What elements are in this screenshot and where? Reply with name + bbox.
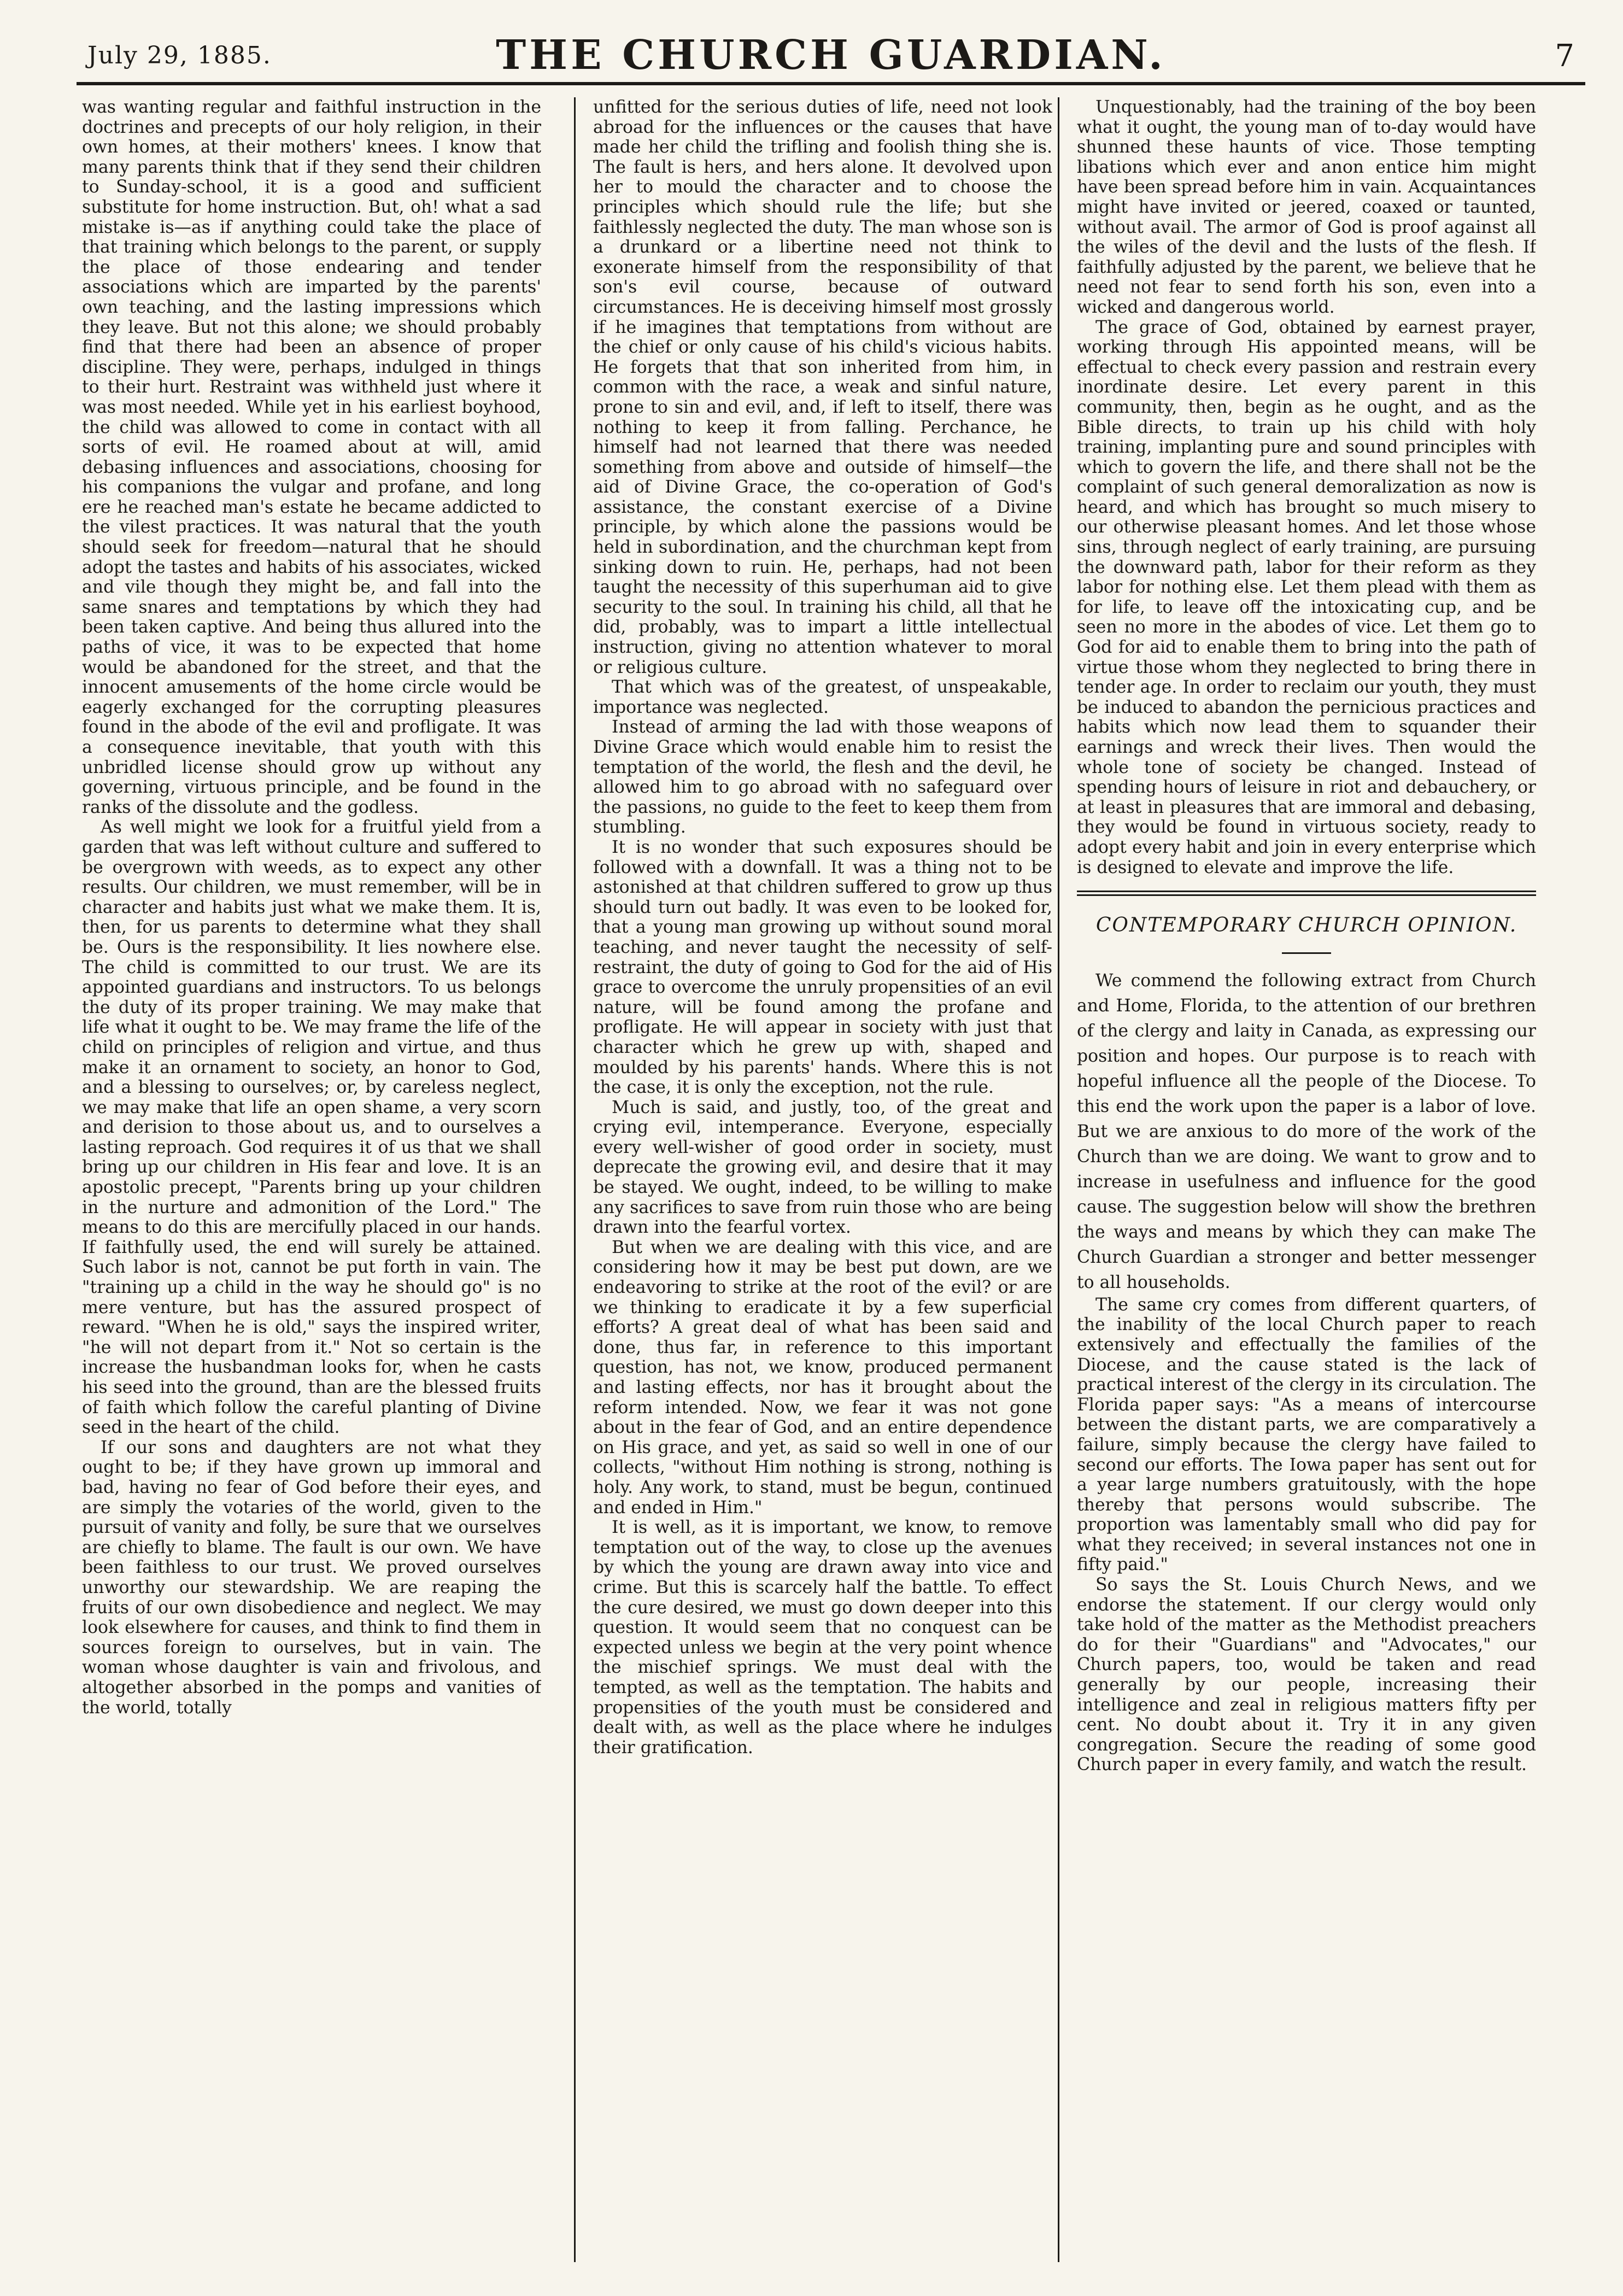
paragraph: It is well, as it is important, we know, to remove temptation out of the way, to close up the avenues by which the young are drawn away into vice and crime. But this is scarcely half the battle. To effect the cure desired, we must go down deeper into this question. It would seem that no conquest can be expected unless we begin at the very point whence the mischief springs. We must deal with the tempted, as well as the temptation. The habits and propensities of the youth must be considered and dealt with, as well as the place where he indulges their gratification.	[593, 1518, 1052, 1758]
column-2	[593, 97, 1052, 2262]
column-3	[1077, 97, 1536, 2262]
paragraph: That which was of the greatest, of unspeakable, importance was neglected.	[593, 677, 1052, 717]
heading-rule	[1282, 952, 1331, 954]
paragraph: The grace of God, obtained by earnest prayer, working through His appointed means, will be effectual to check every passion and restrain every inordinate desire. Let every parent in this community, then, begin as he ought, and as the Bible directs, to train up his child with holy training, implanting pure and sound principles with which to govern the life, and there shall not be the complaint of such general demoralization as now is heard, and which has brought so much misery to our otherwise pleasant homes. And let those whose sins, through neglect of early training, are pursuing the downward path, labor for their reform as they labor for nothing else. Let them plead with them as for life, to leave off the intoxicating cup, and be seen no more in the abodes of vice. Let them go to God for aid to enable them to bring into the path of virtue those whom they neglected to bring there in tender age. In order to reclaim our youth, they must be induced to abandon the pernicious practices and habits which now lead them to squander their earnings and wreck their lives. Then would the whole tone of society be changed. Instead of spending hours of leisure in riot and debauchery, or at least in pleasures that are immoral and debasing, they would be found in virtuous society, ready to adopt every habit and join in every enterprise which is designed to elevate and improve the life.	[1077, 317, 1536, 877]
column-divider	[1058, 97, 1059, 2262]
column-1	[82, 97, 541, 2262]
page-number: 7	[1555, 38, 1574, 74]
paragraph: Unquestionably, had the training of the boy been what it ought, the young man of to-day would have shunned these haunts of vice. Those tempting libations which ever and anon entice him might have been spread before him in vain. Acquaintances might have invited or jeered, coaxed or taunted, without avail. The armor of God is proof against all the wiles of the devil and the lusts of the flesh. If faithfully adjusted by the parent, we believe that he need not fear to send forth his son, even into a wicked and dangerous world.	[1077, 97, 1536, 317]
masthead	[77, 22, 1585, 85]
paragraph: But when we are dealing with this vice, and are considering how it may be best put down, are we endeavoring to strike at the root of the evil? or are we thinking to eradicate it by a few superficial efforts? A great deal of what has been said and done, thus far, in reference to this important question, has not, we know, produced permanent and lasting effects, nor has it brought about the reform intended. Now, we fear it was not gone about in the fear of God, and an entire dependence on His grace, and yet, as said so well in one of our collects, "without Him nothing is strong, nothing is holy. Any work, to stand, must be begun, continued and ended in Him."	[593, 1237, 1052, 1518]
paragraph: Instead of arming the lad with those weapons of Divine Grace which would enable him to resist the temptation of the world, the flesh and the devil, he allowed him to go abroad with no safeguard over the passions, no guide to the feet to keep them from stumbling.	[593, 717, 1052, 837]
paragraph: The same cry comes from different quarters, of the inability of the local Church paper to reach extensively and effectually the families of the Diocese, and the cause stated is the lack of practical interest of the clergy in its circulation. The Florida paper says: "As a means of intercourse between the distant parts, we are comparatively a failure, simply because the clergy have failed to second our efforts. The Iowa paper has sent out for a year large numbers gratuitously, with the hope thereby that persons would subscribe. The proportion was lamentably small who did pay for what they received; in several instances not one in fifty paid."	[1077, 1295, 1536, 1575]
paragraph: Much is said, and justly, too, of the great and crying evil, intemperance. Everyone, especially every well-wisher of good order in society, must deprecate the growing evil, and desire that it may be stayed. We ought, indeed, to be willing to make any sacrifices to save from ruin those who are being drawn into the fearful vortex.	[593, 1097, 1052, 1238]
paragraph: If our sons and daughters are not what they ought to be; if they have grown up immoral and bad, having no fear of God before their eyes, and are simply the votaries of the world, given to the pursuit of vanity and folly, be sure that we ourselves are chiefly to blame. The fault is our own. We have been faithless to our trust. We proved ourselves unworthy our stewardship. We are reaping the fruits of our own disobedience and neglect. We may look elsewhere for causes, and think to find them in sources foreign to ourselves, but in vain. The woman whose daughter is vain and frivolous, and altogether absorbed in the pomps and vanities of the world, totally	[82, 1437, 541, 1718]
paragraph: As well might we look for a fruitful yield from a garden that was left without culture and suffered to be overgrown with weeds, as to expect any other results. Our children, we must remember, will be in character and habits just what we make them. It is, then, for us parents to determine what they shall be. Ours is the responsibility. It lies nowhere else. The child is committed to our trust. We are its appointed guardians and instructors. To us belongs the duty of its proper training. We may make that life what it ought to be. We may frame the life of the child on principles of religion and virtue, and thus make it an ornament to society, an honor to God, and a blessing to ourselves; or, by careless neglect, we may make that life an open shame, a very scorn and derision to those about us, and to ourselves a lasting reproach. God requires it of us that we shall bring up our children in His fear and love. It is an apostolic precept, "Parents bring up your children in the nurture and admonition of the Lord." The means to do this are mercifully placed in our hands. If faithfully used, the end will surely be attained. Such labor is not, cannot be put forth in vain. The "training up a child in the way he should go" is no mere venture, but has the assured prospect of reward. "When he is old," says the inspired writer, "he will not depart from it." Not so certain is the increase the husbandman looks for, when he casts his seed into the ground, than are the blessed fruits of faith which follow the careful planting of Divine seed in the heart of the child.	[82, 817, 541, 1438]
paragraph: was wanting regular and faithful instruction in the doctrines and precepts of our holy religion, in their own homes, at their mothers' knees. I know that many parents think that if they send their children to Sunday-school, it is a good and sufficient substitute for home instruction. But, oh! what a sad mistake is—as if anything could take the place of that training which belongs to the parent, or supply the place of those endearing and tender associations which are imparted by the parents' own teaching, and the lasting impressions which they leave. But not this alone; we should probably find that there had been an absence of proper discipline. They were, perhaps, indulged in things to their hurt. Restraint was withheld just where it was most needed. While yet in his earliest boyhood, the child was allowed to come in contact with all sorts of evil. He roamed about at will, amid debasing influences and associations, choosing for his companions the vulgar and profane, and long ere he reached man's estate he became addicted to the vilest practices. It was natural that the youth should seek for freedom—natural that he should adopt the tastes and habits of his associates, wicked and vile though they might be, and fall into the same snares and temptations by which they had been taken captive. And being thus allured into the paths of vice, it was to be expected that home would be abandoned for the street, and that the innocent amusements of the home circle would be eagerly exchanged for the corrupting pleasures found in the abode of the evil and profligate. It was a consequence inevitable, that youth with this unbridled license should grow up without any governing, virtuous principle, and be found in the ranks of the dissolute and the godless.	[82, 97, 541, 817]
paragraph: It is no wonder that such exposures should be followed with a downfall. It was a thing not to be astonished at that children suffered to grow up thus should turn out badly. It was even to be looked for, that a young man growing up without sound moral teaching, and never taught the necessity of self-restraint, the duty of going to God for the aid of His grace to overcome the unruly propensities of an evil nature, will be found among the profane and profligate. He will appear in society with just that character which he grew up with, shaped and moulded by his parents' hands. Where this is not the case, it is only the exception, not the rule.	[593, 837, 1052, 1098]
paragraph: So says the St. Louis Church News, and we endorse the statement. If our clergy would only take hold of the matter as the Methodist preachers do for their "Guardians" and "Advocates," our Church papers, too, would be taken and read generally by our people, increasing their intelligence and zeal in religious matters fifty per cent. No doubt about it. Try it in any given congregation. Secure the reading of some good Church paper in every family, and watch the result.	[1077, 1575, 1536, 1775]
section-heading: CONTEMPORARY CHURCH OPINION.	[1095, 914, 1517, 937]
newspaper-title: THE CHURCH GUARDIAN.	[496, 32, 1166, 79]
section-divider	[1077, 891, 1536, 896]
opinion-intro: We commend the following extract from Church and Home, Florida, to the attention of our brethren of the clergy and laity in Canada, as expressing our position and hopes. Our purpose is to reach with hopeful influence all the people of the Diocese. To this end the work upon the paper is a labor of love. But we are anxious to do more of the work of the Church than we are doing. We want to grow and to increase in usefulness and influence for the good cause. The suggestion below will show the brethren the ways and means by which they can make The Church Guardian a stronger and better messenger to all households.	[1077, 970, 1536, 1292]
paragraph: unfitted for the serious duties of life, need not look abroad for the influences or the causes that have made her child the trifling and foolish thing she is. The fault is hers, and hers alone. It devolved upon her to mould the character and to choose the principles which should rule the life; but she faithlessly neglected the duty. The man whose son is a drunkard or a libertine need not think to exonerate himself from the responsibility of that son's evil course, because of outward circumstances. He is deceiving himself most grossly if he imagines that temptations from without are the chief or only cause of his child's vicious habits. He forgets that that son inherited from him, in common with the race, a weak and sinful nature, prone to sin and evil, and, if left to itself, there was nothing to keep it from falling. Perchance, he himself had not learned that there was needed something from above and outside of himself—the aid of Divine Grace, the co-operation of God's assistance, the constant exercise of a Divine principle, by which alone the passions would be held in subordination, and the churchman kept from sinking down to ruin. He, perhaps, had not been taught the necessity of this superhuman aid to give security to the soul. In training his child, all that he did, probably, was to impart a little intellectual instruction, giving no attention whatever to moral or religious culture.	[593, 97, 1052, 677]
column-divider	[574, 97, 576, 2262]
issue-date: July 29, 1885.	[87, 42, 272, 69]
